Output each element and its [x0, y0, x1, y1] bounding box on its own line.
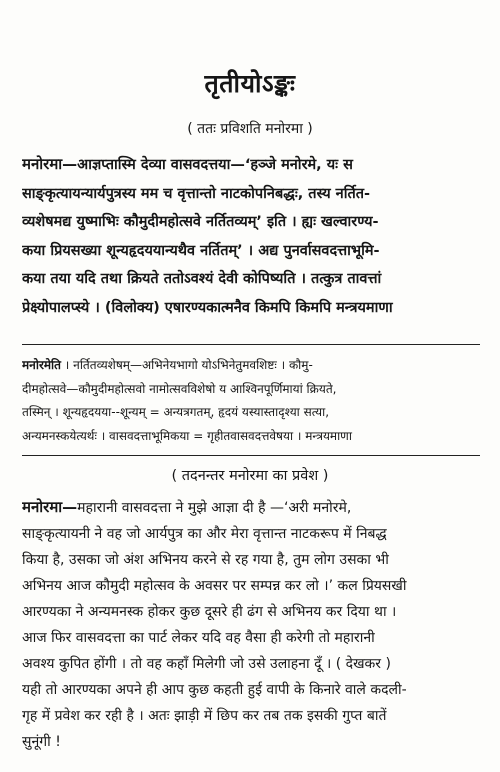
text-line: तस्मिन् । शून्यहृदयया--शून्यम् = अन्यत्रगतम्, हृदयं यस्यास्तादृश्या सत्या,	[22, 405, 330, 419]
commentary-notes	[22, 354, 480, 448]
text-line: प्रेक्ष्योपालप्स्ये । (विलोक्य) एषारण्यकात्मनैव किमपि किमपि मन्त्रयमाणा	[22, 299, 393, 316]
speaker-name: मनोरमा—	[22, 155, 78, 173]
stage-direction-sanskrit: ( ततः प्रविशति मनोरमा )	[187, 121, 313, 137]
text-line: अभिनय आज कौमुदी महोत्सव के अवसर पर सम्पन्न कर लो ।’ कल प्रियसखी	[22, 578, 407, 594]
text-line: व्यशेषमद्य युष्माभिः कौमुदीमहोत्सवे नर्तितव्यम्’ इति । ह्यः खल्वारण्य-	[22, 214, 379, 230]
text-line: अवश्य कुपित होंगी । तो वह कहाँ मिलेगी जो उसे उलाहना दूँ । ( देखकर )	[22, 656, 391, 672]
text-line: गृह में प्रवेश कर रही है । अतः झाड़ी में छिप कर तब तक इसकी गुप्त बातें	[22, 708, 387, 724]
stage-direction-hindi: ( तदनन्तर मनोरमा का प्रवेश )	[171, 468, 329, 484]
text-line: दीमहोत्सवे—कौमुदीमहोत्सवो नामोत्सवविशेषो य आश्विनपूर्णिमायां क्रियते,	[22, 381, 337, 396]
divider	[22, 455, 480, 456]
text-line: यही तो आरण्यका अपने ही आप कुछ कहती हुई वापी के किनारे वाले कदली-	[22, 682, 407, 698]
text-line: मनोरमेति । नर्तितव्यशेषम्—अभिनेयभागो योऽभिनेतुमवशिष्टः । कौमु-	[22, 358, 313, 372]
sanskrit-passage	[22, 150, 480, 322]
speaker-name: मनोरमा—	[22, 498, 78, 516]
text-line: साङ्कृत्यायन्यार्यपुत्रस्य मम च वृत्तान्तो नाटकोपनिबद्धः, तस्य नर्तित-	[22, 185, 371, 202]
text-line: मनोरमा—आज्ञप्तास्मि देव्या वासवदत्तया—‘हञ्जे मनोरमे, यः स	[22, 155, 353, 173]
text-line: अन्यमनस्कयेत्यर्थः । वासवदत्ताभूमिकया = गृहीतवासवदत्तवेषया । मन्त्रयमाणा	[22, 428, 352, 443]
text-line: साङ्कृत्यायनी ने वह जो आर्यपुत्र का और मेरा वृत्तान्त नाटकरूप में निबद्ध	[22, 526, 387, 542]
text-line: आरण्यका ने अन्यमनस्क होकर कुछ दूसरे ही ढंग से अभिनय कर दिया था ।	[22, 604, 397, 620]
text-line: सुनूंगी !	[22, 734, 61, 750]
divider	[22, 344, 480, 345]
headword: मनोरमेति	[22, 358, 61, 372]
text-line: आज फिर वासवदत्ता का पार्ट लेकर यदि वह वैसा ही करेगी तो महारानी	[22, 630, 375, 646]
act-title: तृतीयोऽङ्कः	[204, 69, 296, 98]
text-line: कया तया यदि तथा क्रियते ततोऽवश्यं देवी कोपिष्यति । तत्कुत्र तावत्तां	[22, 271, 382, 287]
text-line: कया प्रियसख्या शून्यहृदययान्यथैव नर्तितम्’ । अद्य पुनर्वासवदत्ताभूमि-	[22, 242, 380, 259]
text-line: किया है, उसका जो अंश अभिनय करने से रह गया है, तुम लोग उसका भी	[22, 552, 389, 568]
hindi-translation	[22, 494, 480, 755]
text-line: मनोरमा—महारानी वासवदत्ता ने मुझे आज्ञा दी है —‘अरी मनोरमे,	[22, 498, 352, 516]
